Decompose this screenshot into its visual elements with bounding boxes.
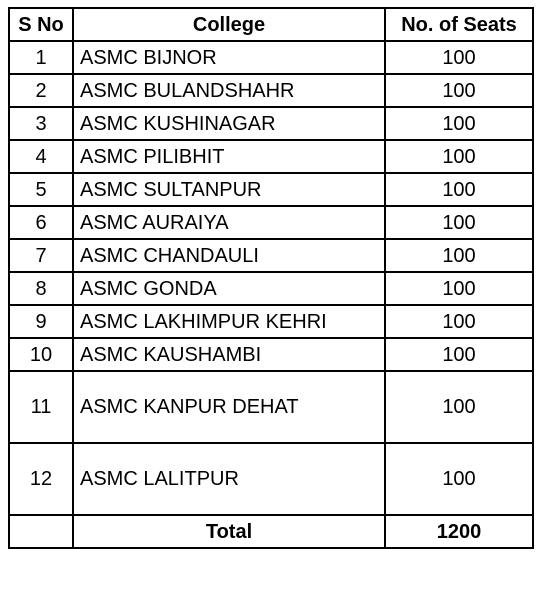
table-row [9, 74, 533, 107]
table-row [9, 206, 533, 239]
cell-sno: 11 [9, 371, 73, 443]
cell-sno: 9 [9, 305, 73, 338]
seats-table [8, 7, 534, 549]
cell-seats: 100 [385, 41, 533, 74]
cell-college: ASMC PILIBHIT [73, 140, 385, 173]
table-row [9, 443, 533, 515]
table-row [9, 305, 533, 338]
total-label: Total [73, 515, 385, 548]
table-row [9, 371, 533, 443]
header-seats: No. of Seats [385, 8, 533, 41]
cell-college: ASMC LAKHIMPUR KEHRI [73, 305, 385, 338]
table-row [9, 41, 533, 74]
cell-sno: 1 [9, 41, 73, 74]
cell-college: ASMC LALITPUR [73, 443, 385, 515]
header-row [9, 8, 533, 41]
cell-seats: 100 [385, 305, 533, 338]
cell-sno: 7 [9, 239, 73, 272]
cell-seats: 100 [385, 371, 533, 443]
cell-seats: 100 [385, 140, 533, 173]
table-row [9, 239, 533, 272]
cell-college: ASMC AURAIYA [73, 206, 385, 239]
cell-seats: 100 [385, 338, 533, 371]
table-row [9, 173, 533, 206]
total-empty-cell [9, 515, 73, 548]
cell-sno: 10 [9, 338, 73, 371]
table-row [9, 107, 533, 140]
total-value: 1200 [385, 515, 533, 548]
cell-college: ASMC KUSHINAGAR [73, 107, 385, 140]
cell-seats: 100 [385, 107, 533, 140]
cell-college: ASMC BULANDSHAHR [73, 74, 385, 107]
cell-college: ASMC SULTANPUR [73, 173, 385, 206]
cell-seats: 100 [385, 173, 533, 206]
cell-sno: 4 [9, 140, 73, 173]
cell-sno: 6 [9, 206, 73, 239]
cell-sno: 8 [9, 272, 73, 305]
cell-college: ASMC GONDA [73, 272, 385, 305]
total-row [9, 515, 533, 548]
cell-sno: 12 [9, 443, 73, 515]
cell-college: ASMC KANPUR DEHAT [73, 371, 385, 443]
cell-sno: 5 [9, 173, 73, 206]
cell-seats: 100 [385, 239, 533, 272]
table-row [9, 272, 533, 305]
table-row [9, 140, 533, 173]
cell-seats: 100 [385, 74, 533, 107]
cell-seats: 100 [385, 206, 533, 239]
cell-college: ASMC KAUSHAMBI [73, 338, 385, 371]
cell-seats: 100 [385, 443, 533, 515]
cell-sno: 3 [9, 107, 73, 140]
table-row [9, 338, 533, 371]
cell-college: ASMC BIJNOR [73, 41, 385, 74]
cell-sno: 2 [9, 74, 73, 107]
cell-college: ASMC CHANDAULI [73, 239, 385, 272]
cell-seats: 100 [385, 272, 533, 305]
header-college: College [73, 8, 385, 41]
header-sno: S No [9, 8, 73, 41]
